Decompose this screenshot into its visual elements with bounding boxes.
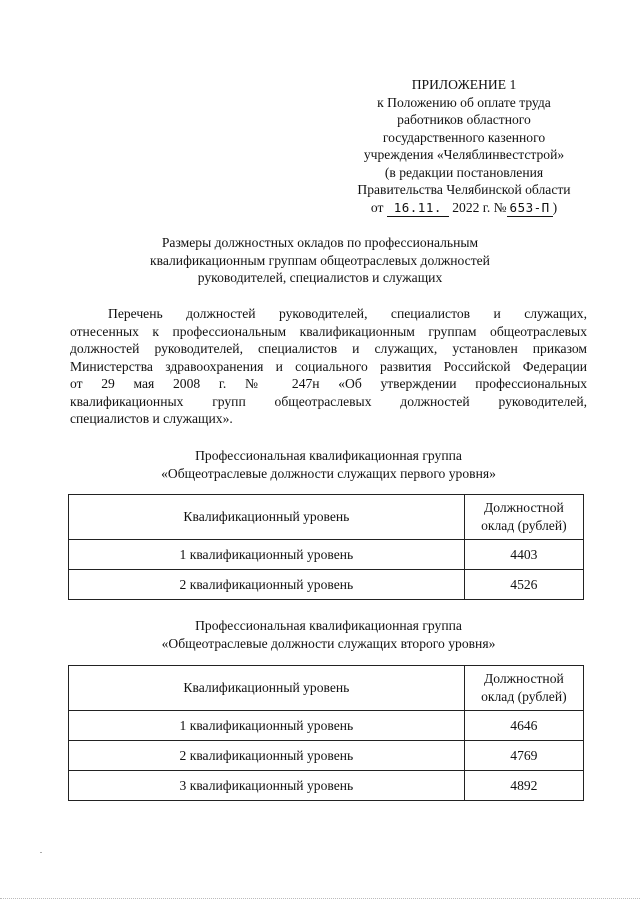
scan-edge-line xyxy=(0,898,640,900)
cell-level: 1 квалификационный уровень xyxy=(69,711,465,741)
table-row xyxy=(69,771,584,801)
date-suffix: ) xyxy=(552,199,558,215)
paragraph-line: квалификационных групп общеотраслевых должностей руководителей, xyxy=(70,393,587,409)
group-heading-line: Профессиональная квалификационная группа xyxy=(195,448,462,463)
appendix-line: учреждения «Челяблинвестстрой» xyxy=(363,147,565,162)
table-row xyxy=(69,570,584,600)
paragraph-line: Перечень должностей руководителей, специалистов и служащих, xyxy=(108,306,587,321)
paragraph-line: отнесенных к профессиональным квалификационным группам общеотраслевых xyxy=(70,323,587,339)
column-header-salary xyxy=(464,666,583,711)
document-title xyxy=(80,234,560,287)
cell-level: 3 квалификационный уровень xyxy=(69,771,465,801)
cell-level: 2 квалификационный уровень xyxy=(69,741,465,771)
salary-table-second-level xyxy=(68,665,584,801)
column-header-salary-line: оклад (рублей) xyxy=(481,689,567,704)
appendix-line: (в редакции постановления xyxy=(384,164,544,180)
cell-level: 1 квалификационный уровень xyxy=(69,540,465,570)
appendix-title: ПРИЛОЖЕНИЕ 1 xyxy=(411,77,517,92)
appendix-line: Правительства Челябинской области xyxy=(357,182,571,197)
date-year: 2022 г. № xyxy=(452,199,507,215)
table-row xyxy=(69,711,584,741)
scan-speck xyxy=(40,852,42,853)
title-line: руководителей, специалистов и служащих xyxy=(197,270,443,285)
cell-salary: 4892 xyxy=(464,771,583,801)
column-header-salary-line: оклад (рублей) xyxy=(481,518,567,533)
paragraph-line: должностей руководителей, специалистов и служащих, установлен приказом xyxy=(70,341,587,356)
group-heading-line: «Общеотраслевые должности служащих второго уровня» xyxy=(161,635,496,651)
column-header-salary xyxy=(464,495,583,540)
paragraph-line: Министерства здравоохранения и социального развития Российской Федерации xyxy=(70,358,587,374)
cell-salary: 4646 xyxy=(464,711,583,741)
handwritten-number: 653-П xyxy=(507,199,553,218)
paragraph-line: специалистов и служащих». xyxy=(70,411,233,426)
table-row xyxy=(69,540,584,570)
table-header-row xyxy=(69,666,584,711)
appendix-line: к Положению об оплате труда xyxy=(377,94,551,110)
appendix-date-line xyxy=(330,199,598,218)
group-heading-line: Профессиональная квалификационная группа xyxy=(195,618,462,633)
group-heading-line: «Общеотраслевые должности служащих первого уровня» xyxy=(161,465,496,481)
cell-level: 2 квалификационный уровень xyxy=(69,570,465,600)
date-prefix: от xyxy=(370,199,384,215)
intro-paragraph xyxy=(70,305,587,428)
column-header-level: Квалификационный уровень xyxy=(69,495,465,540)
group-heading-second-level xyxy=(70,617,587,652)
paragraph-line: от 29 мая 2008 г. № 247н «Об утверждении профессиональных xyxy=(70,376,587,391)
column-header-salary-line: Должностной xyxy=(483,500,564,515)
salary-table-first-level xyxy=(68,494,584,600)
title-line: квалификационным группам общеотраслевых должностей xyxy=(150,252,490,268)
group-heading-first-level xyxy=(70,447,587,482)
column-header-level: Квалификационный уровень xyxy=(69,666,465,711)
cell-salary: 4403 xyxy=(464,540,583,570)
appendix-header xyxy=(330,76,598,217)
cell-salary: 4769 xyxy=(464,741,583,771)
appendix-line: государственного казенного xyxy=(382,129,546,145)
table-row xyxy=(69,741,584,771)
title-line: Размеры должностных окладов по профессиональным xyxy=(161,235,479,250)
column-header-salary-line: Должностной xyxy=(483,671,564,686)
cell-salary: 4526 xyxy=(464,570,583,600)
handwritten-date: 16.11. xyxy=(387,199,449,218)
appendix-line: работников областного xyxy=(397,112,531,127)
table-header-row xyxy=(69,495,584,540)
